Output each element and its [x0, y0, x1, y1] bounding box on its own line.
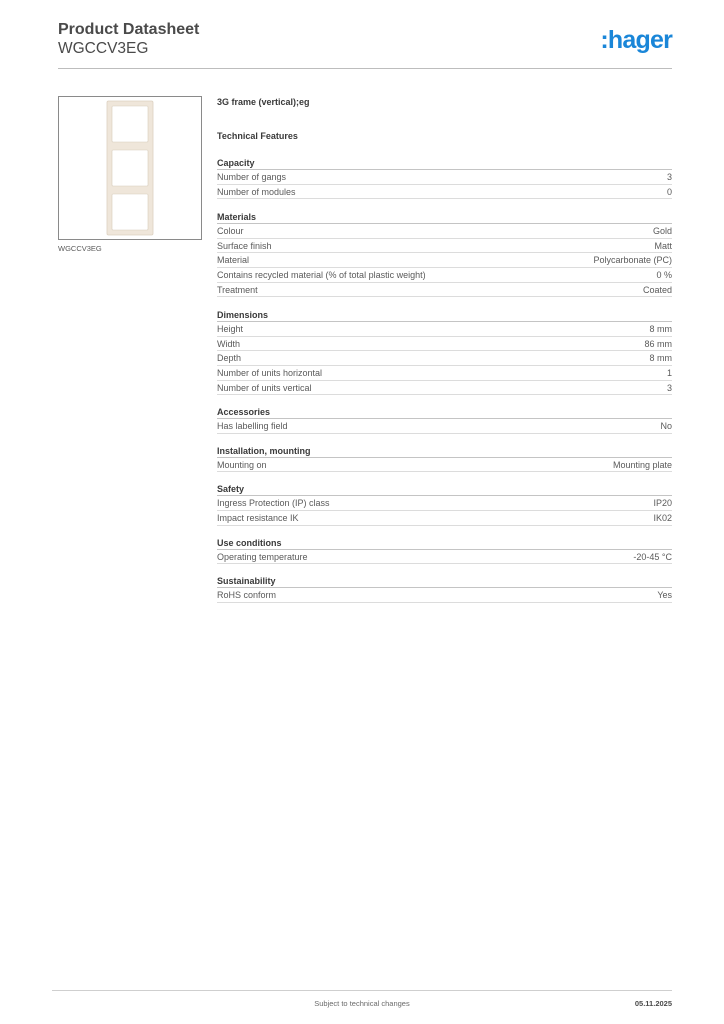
spec-row — [217, 322, 672, 337]
spec-row — [217, 283, 672, 298]
spec-label: Operating temperature — [217, 551, 308, 562]
spec-value: Polycarbonate (PC) — [593, 255, 672, 266]
spec-row — [217, 224, 672, 239]
spec-label: Surface finish — [217, 240, 272, 251]
spec-value: Coated — [642, 284, 672, 295]
spec-section — [217, 536, 672, 565]
product-code: WGCCV3EG — [58, 40, 149, 57]
spec-sections — [217, 156, 672, 603]
spec-row — [217, 239, 672, 254]
spec-label: Impact resistance IK — [217, 512, 299, 523]
spec-label: Treatment — [217, 284, 258, 295]
section-title: Materials — [217, 210, 672, 224]
section-title: Accessories — [217, 405, 672, 419]
spec-section — [217, 444, 672, 473]
header-divider — [58, 68, 672, 69]
spec-row — [217, 511, 672, 526]
spec-value: IP20 — [653, 498, 672, 509]
spec-row — [217, 366, 672, 381]
spec-row — [217, 185, 672, 200]
spec-value: Mounting plate — [612, 459, 672, 470]
spec-label: Colour — [217, 226, 244, 237]
product-image — [58, 96, 202, 240]
spec-row — [217, 588, 672, 603]
spec-label: Depth — [217, 353, 242, 364]
footer-divider — [52, 990, 672, 991]
frame-illustration — [59, 97, 201, 239]
spec-row — [217, 253, 672, 268]
spec-row — [217, 268, 672, 283]
spec-section — [217, 210, 672, 297]
product-name: 3G frame (vertical);eg — [217, 97, 310, 107]
spec-label: Material — [217, 255, 250, 266]
spec-value: 0 % — [656, 269, 672, 280]
spec-label: Number of units vertical — [217, 382, 312, 393]
spec-value: Gold — [652, 226, 672, 237]
spec-row — [217, 351, 672, 366]
spec-row — [217, 458, 672, 473]
spec-row — [217, 170, 672, 185]
document-title: Product Datasheet — [58, 21, 200, 38]
spec-section — [217, 308, 672, 395]
spec-section — [217, 482, 672, 525]
spec-label: Contains recycled material (% of total plastic weight) — [217, 269, 426, 280]
section-title: Safety — [217, 482, 672, 496]
spec-row — [217, 337, 672, 352]
spec-section — [217, 574, 672, 603]
spec-value: 8 mm — [649, 324, 672, 335]
spec-label: Ingress Protection (IP) class — [217, 498, 330, 509]
spec-value: Matt — [654, 240, 672, 251]
spec-label: Number of gangs — [217, 172, 287, 182]
spec-label: Number of units horizontal — [217, 367, 323, 378]
hager-logo: :hager — [600, 26, 672, 54]
spec-value: 86 mm — [644, 338, 672, 349]
footer-note: Subject to technical changes — [314, 999, 410, 1008]
section-title: Use conditions — [217, 536, 672, 550]
image-caption: WGCCV3EG — [58, 244, 102, 253]
spec-value: No — [660, 421, 672, 432]
spec-label: Number of modules — [217, 186, 296, 197]
spec-value: 3 — [666, 382, 672, 393]
spec-value: Yes — [657, 590, 672, 601]
spec-row — [217, 496, 672, 511]
technical-content — [217, 96, 672, 603]
spec-label: Height — [217, 324, 244, 335]
page-header — [58, 20, 672, 70]
spec-value: 1 — [666, 367, 672, 378]
section-title: Sustainability — [217, 574, 672, 588]
spec-label: Width — [217, 338, 241, 349]
spec-row — [217, 381, 672, 396]
spec-row — [217, 550, 672, 565]
spec-section — [217, 405, 672, 434]
spec-label: RoHS conform — [217, 590, 277, 601]
spec-value: 3 — [666, 172, 672, 182]
spec-value: IK02 — [653, 512, 672, 523]
spec-value: 0 — [666, 186, 672, 197]
technical-features-heading: Technical Features — [217, 131, 298, 141]
spec-value: -20-45 °C — [633, 551, 672, 562]
spec-label: Has labelling field — [217, 421, 288, 432]
footer-date: 05.11.2025 — [634, 999, 672, 1008]
spec-label: Mounting on — [217, 459, 267, 470]
spec-section — [217, 156, 672, 199]
section-title: Dimensions — [217, 308, 672, 322]
section-title: Installation, mounting — [217, 444, 672, 458]
spec-value: 8 mm — [649, 353, 672, 364]
spec-row — [217, 419, 672, 434]
section-title: Capacity — [217, 156, 672, 170]
